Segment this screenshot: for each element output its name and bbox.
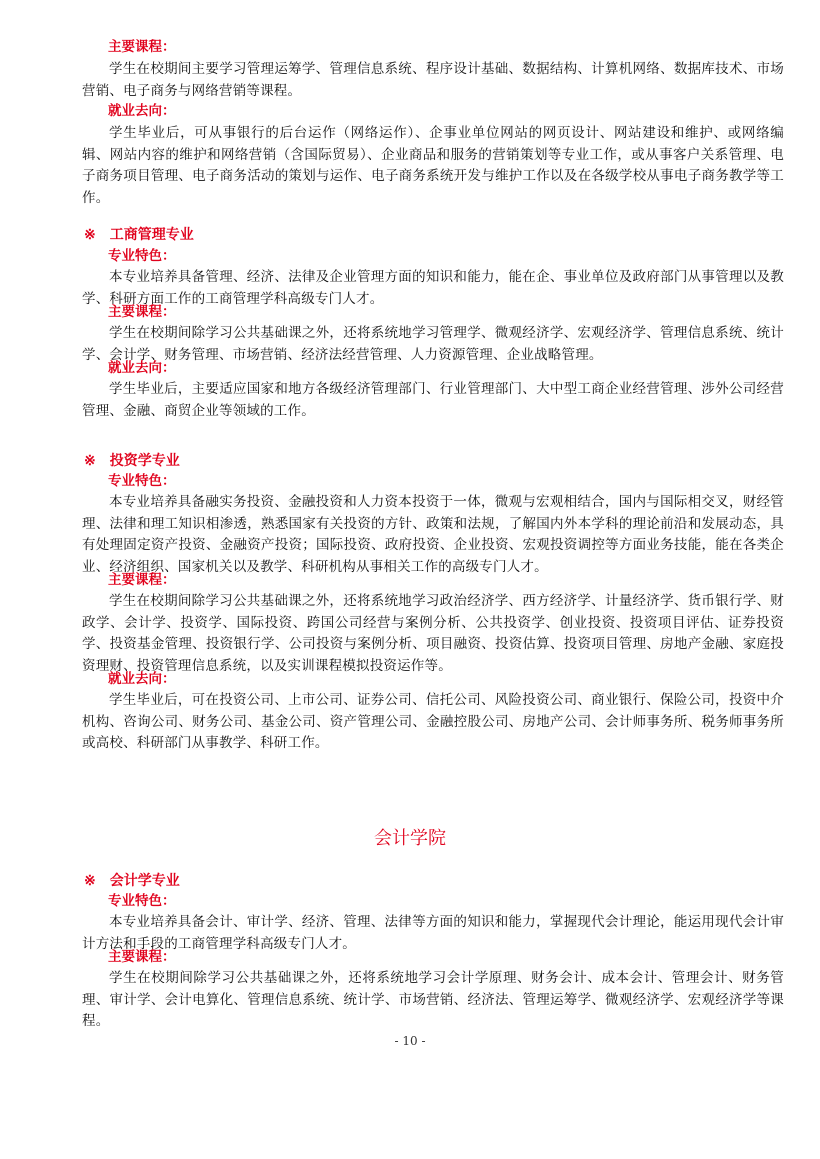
major-title: 工商管理专业 [109, 227, 194, 243]
business-courses-text: 学生在校期间除学习公共基础课之外，还将系统地学习管理学、微观经济学、宏观经济学、管理信息系统、统计学、会计学、财务管理、市场营销、经济法经营管理、人力资源管理、企业战略管理。 [82, 325, 784, 363]
accounting-courses-label: 主要课程： [108, 949, 176, 965]
business-feature-text: 本专业培养具备管理、经济、法律及企业管理方面的知识和能力，能在企、事业单位及政府部门从事管理以及教学、科研方面工作的工商管理学科高级专门人才。 [82, 269, 784, 307]
investment-courses-label: 主要课程： [108, 572, 176, 588]
s1-courses-text: 学生在校期间主要学习管理运筹学、管理信息系统、程序设计基础、数据结构、计算机网络、数据库技术、市场营销、电子商务与网络营销等课程。 [82, 61, 784, 99]
major-title: 会计学专业 [109, 873, 180, 889]
major-title: 投资学专业 [109, 453, 180, 469]
business-career-label: 就业去向： [108, 360, 176, 376]
investment-feature-label: 专业特色： [108, 473, 176, 489]
investment-career-text: 学生毕业后，可在投资公司、上市公司、证券公司、信托公司、风险投资公司、商业银行、保险公司，投资中介机构、咨询公司、财务公司、基金公司、资产管理公司、金融控股公司、房地产公司、会计师事务所、税务师事务所或高校、科研部门从事教学、科研工作。 [82, 692, 784, 751]
investment-career-label: 就业去向： [108, 671, 176, 687]
business-feature-label: 专业特色： [108, 248, 176, 264]
business-career-text: 学生毕业后，主要适应国家和地方各级经济管理部门、行业管理部门、大中型工商企业经营管理、涉外公司经营管理、金融、商贸企业等领域的工作。 [82, 381, 784, 419]
investment-feature-text: 本专业培养具备融实务投资、金融投资和人力资本投资于一体，微观与宏观相结合，国内与国际相交叉，财经管理、法律和理工知识相渗透，熟悉国家有关投资的方针、政策和法规，了解国内外本学科的理论前沿和发展动态，具有处理固定资产投资、金融资产投资；国际投资、政府投资、企业投资、宏观投资调控等方面业务技能，能在各类企业、经济组织、国家机关以及教学、科研机构从事相关工作的高级专门人才。 [82, 494, 784, 575]
accounting-feature-label: 专业特色： [108, 893, 176, 909]
reference-mark-icon: ※ [84, 453, 96, 469]
business-courses-label: 主要课程： [108, 304, 176, 320]
reference-mark-icon: ※ [84, 227, 96, 243]
major-heading-business [84, 225, 194, 246]
s1-courses-label: 主要课程： [108, 39, 176, 55]
major-heading-accounting [84, 871, 180, 892]
accounting-feature-text: 本专业培养具备会计、审计学、经济、管理、法律等方面的知识和能力，掌握现代会计理论，能运用现代会计审计方法和手段的工商管理学科高级专门人才。 [82, 914, 784, 952]
major-heading-investment [84, 451, 180, 472]
college-title: 会计学院 [374, 828, 446, 849]
reference-mark-icon: ※ [84, 873, 96, 889]
accounting-courses-text: 学生在校期间除学习公共基础课之外，还将系统地学习会计学原理、财务会计、成本会计、管理会计、财务管理、审计学、会计电算化、管理信息系统、统计学、市场营销、经济法、管理运筹学、微观经济学、宏观经济学等课程。 [82, 970, 784, 1029]
s1-career-label: 就业去向： [108, 103, 176, 119]
page-number: - 10 - [394, 1034, 426, 1048]
s1-career-text: 学生毕业后，可从事银行的后台运作（网络运作）、企事业单位网站的网页设计、网站建设和维护、或网络编辑、网站内容的维护和网络营销（含国际贸易）、企业商品和服务的营销策划等专业工作，或从事客户关系管理、电子商务项目管理、电子商务活动的策划与运作、电子商务系统开发与维护工作以及在各级学校从事电子商务教学等工作。 [82, 125, 784, 206]
investment-courses-text: 学生在校期间除学习公共基础课之外，还将系统地学习政治经济学、西方经济学、计量经济学、货币银行学、财政学、会计学、投资学、国际投资、跨国公司经营与案例分析、公共投资学、创业投资、投资项目评估、证券投资学、投资基金管理、投资银行学、公司投资与案例分析、项目融资、投资估算、投资项目管理、房地产金融、家庭投资理财、投资管理信息系统，以及实训课程模拟投资运作等。 [82, 593, 784, 674]
